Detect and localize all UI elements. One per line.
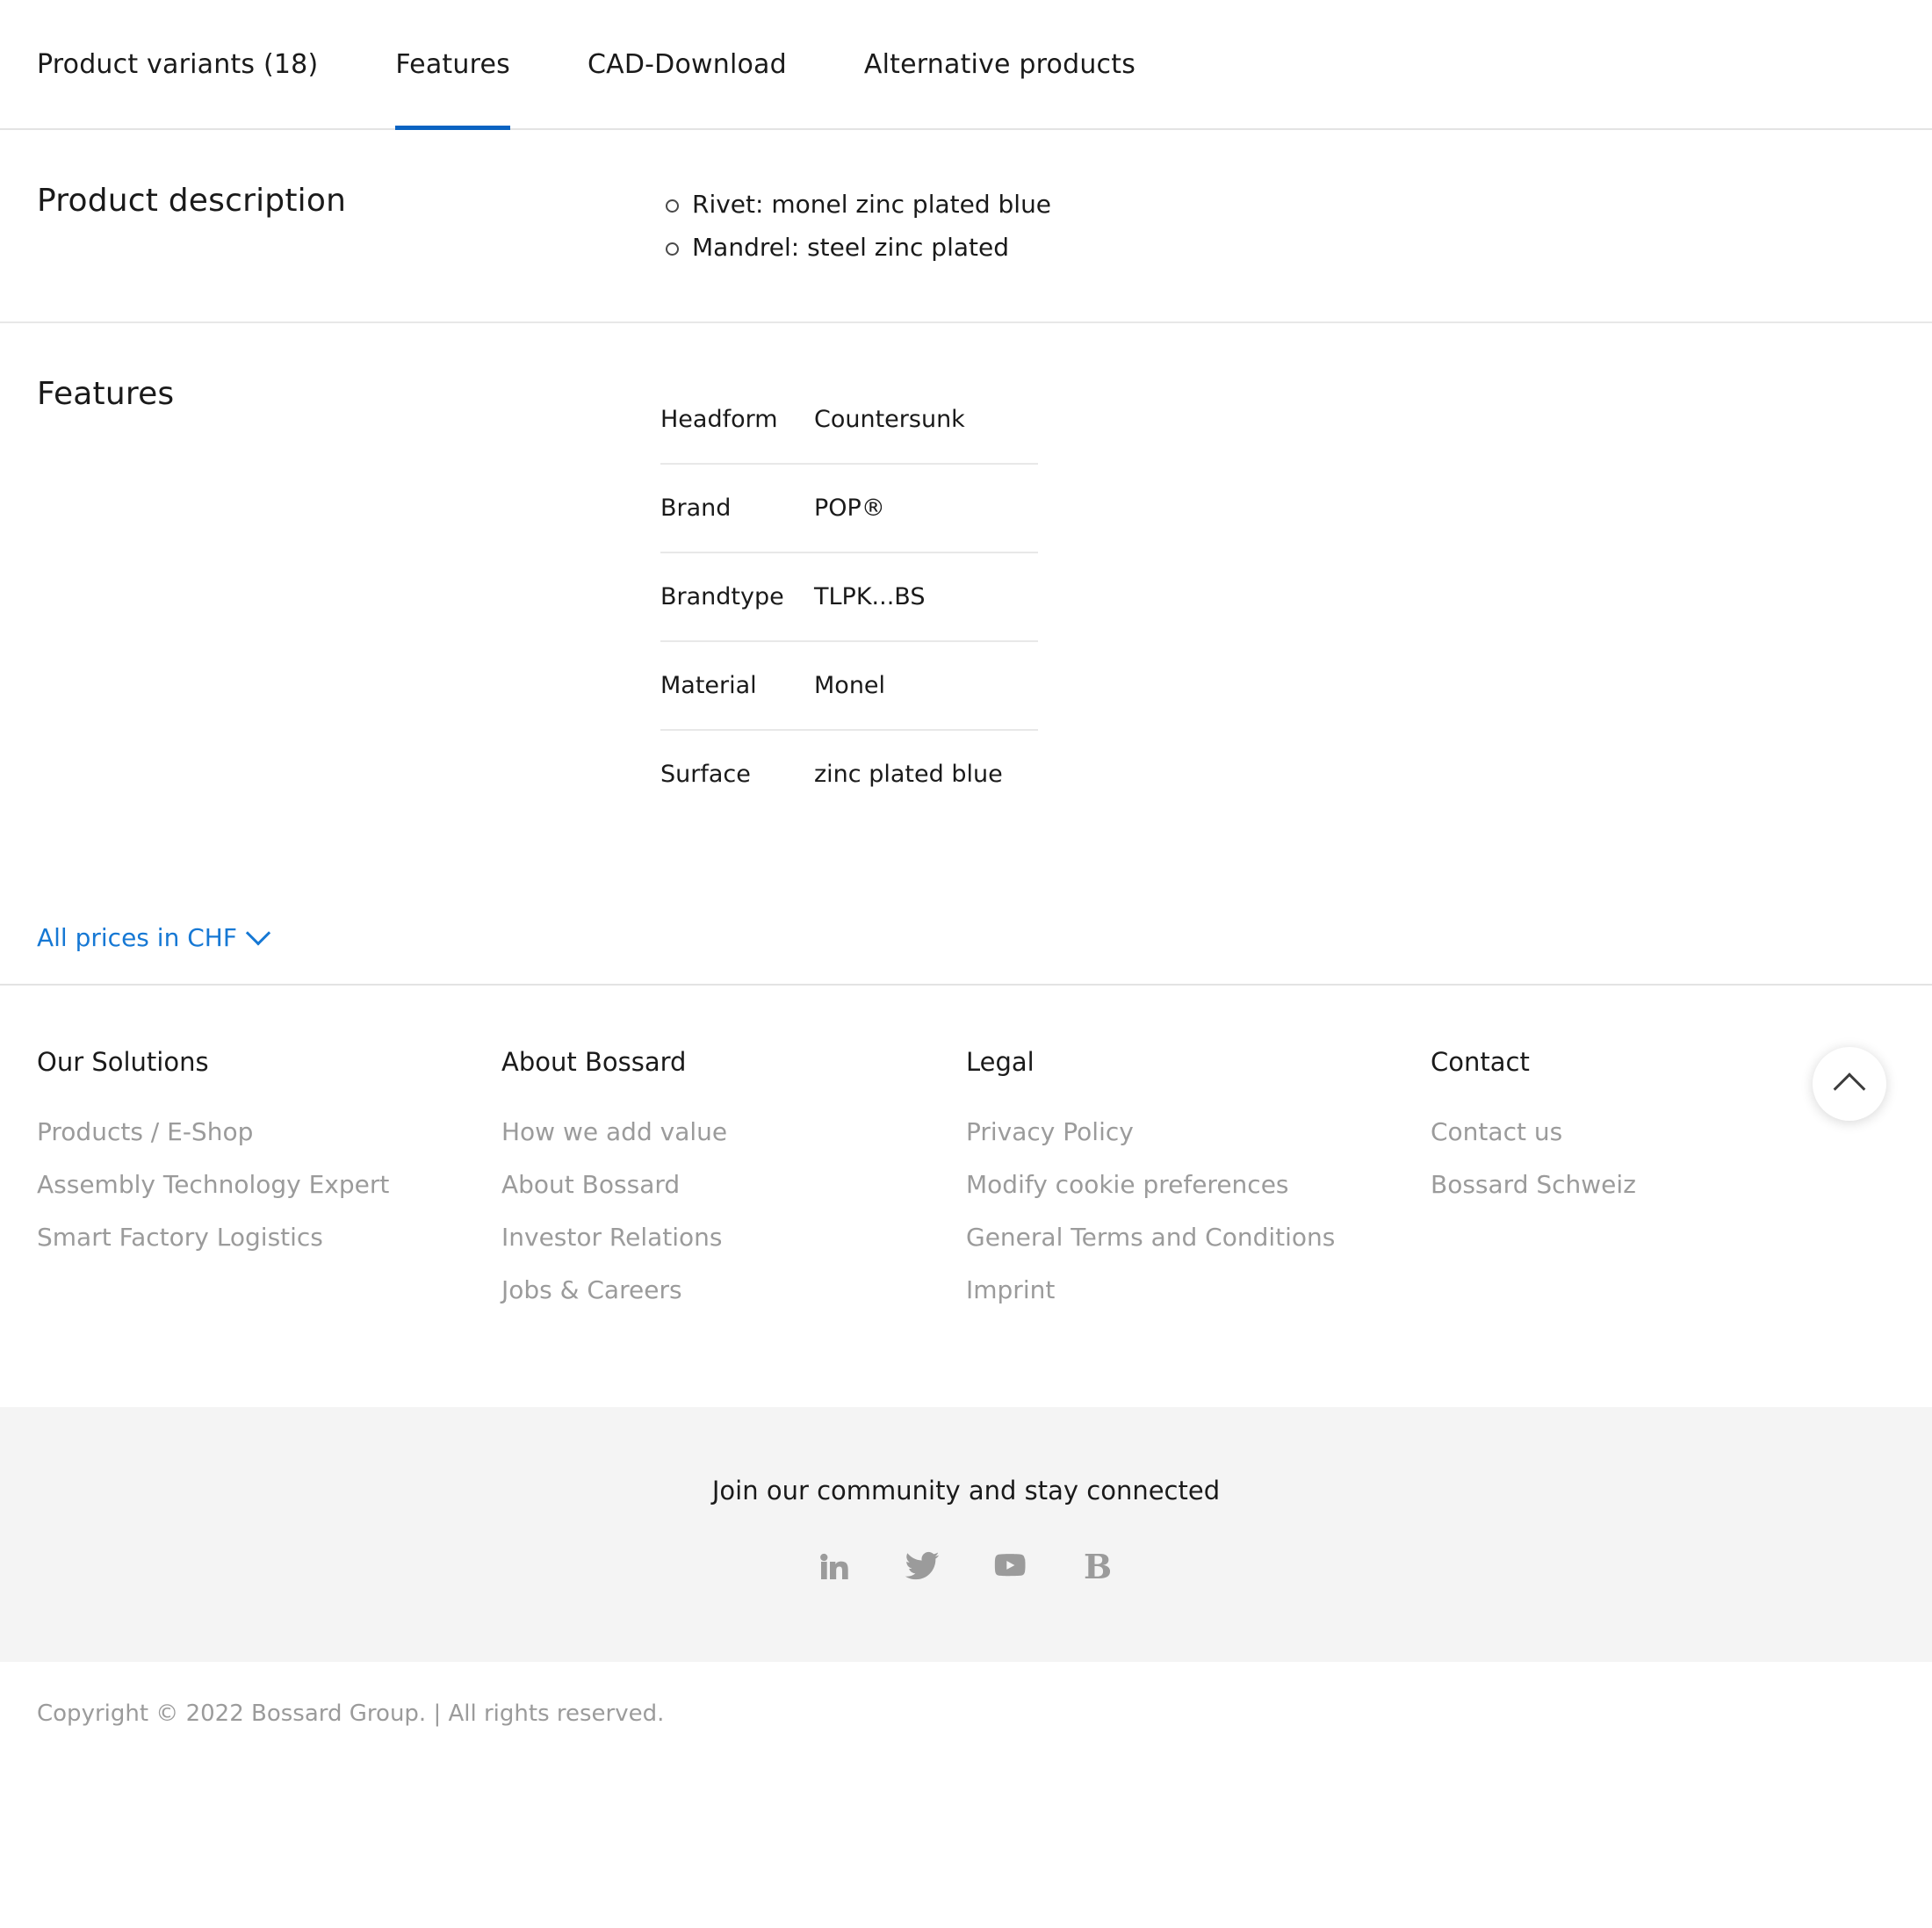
social-title: Join our community and stay connected xyxy=(711,1476,1221,1506)
chevron-down-icon xyxy=(246,921,270,945)
footer-column-heading: Contact xyxy=(1431,1047,1530,1077)
currency-bar xyxy=(0,923,1932,986)
table-row xyxy=(660,464,1038,552)
product-description-section xyxy=(0,130,1932,323)
features-title: Features xyxy=(37,376,175,412)
all-prices-currency-selector[interactable] xyxy=(37,923,267,952)
footer-link-products-eshop[interactable]: Products / E-Shop xyxy=(37,1117,254,1146)
footer-link-investor-relations[interactable]: Investor Relations xyxy=(501,1223,723,1252)
feature-value: Countersunk xyxy=(814,406,965,433)
tab-product-variants[interactable]: Product variants (18) xyxy=(37,49,319,80)
footer-column-our-solutions xyxy=(37,1047,501,1328)
feature-value: POP® xyxy=(814,495,885,522)
youtube-icon[interactable] xyxy=(990,1546,1030,1586)
footer-column-legal xyxy=(966,1047,1431,1328)
table-row xyxy=(660,641,1038,730)
linkedin-icon[interactable] xyxy=(814,1546,854,1586)
footer-link-general-terms-and-conditions[interactable]: General Terms and Conditions xyxy=(966,1223,1336,1252)
footer-column-heading: Legal xyxy=(966,1047,1034,1077)
scroll-to-top-button[interactable] xyxy=(1813,1047,1886,1121)
footer-links xyxy=(0,986,1932,1407)
footer-link-smart-factory-logistics[interactable]: Smart Factory Logistics xyxy=(37,1223,323,1252)
footer-link-jobs-careers[interactable]: Jobs & Careers xyxy=(501,1275,682,1304)
footer-column-about-bossard xyxy=(501,1047,966,1328)
features-table xyxy=(660,376,1038,818)
footer-link-bossard-schweiz[interactable]: Bossard Schweiz xyxy=(1431,1170,1636,1199)
bossard-blog-icon[interactable]: B xyxy=(1083,1546,1113,1586)
footer-link-privacy-policy[interactable]: Privacy Policy xyxy=(966,1117,1134,1146)
footer-column-heading: About Bossard xyxy=(501,1047,687,1077)
features-section xyxy=(0,323,1932,923)
tab-alternative-products[interactable]: Alternative products xyxy=(863,49,1136,80)
list-item: Mandrel: steel zinc plated xyxy=(660,226,1895,269)
footer-link-modify-cookie-preferences[interactable]: Modify cookie preferences xyxy=(966,1170,1289,1199)
product-description-body xyxy=(660,183,1895,269)
table-row xyxy=(660,376,1038,464)
chevron-up-icon xyxy=(1834,1072,1866,1105)
feature-key: Surface xyxy=(660,761,751,788)
social-icon-list xyxy=(0,1546,1932,1586)
feature-value: Monel xyxy=(814,672,886,699)
footer-column-heading: Our Solutions xyxy=(37,1047,209,1077)
currency-label: All prices in CHF xyxy=(37,923,237,952)
feature-key: Headform xyxy=(660,406,778,433)
product-description-list xyxy=(660,183,1895,269)
product-tabs xyxy=(0,0,1932,130)
product-description-title: Product description xyxy=(37,183,347,219)
social-band xyxy=(0,1407,1932,1662)
table-row xyxy=(660,730,1038,818)
list-item: Rivet: monel zinc plated blue xyxy=(660,183,1895,226)
tab-cad-download[interactable]: CAD-Download xyxy=(587,49,787,80)
twitter-icon[interactable] xyxy=(902,1546,942,1586)
feature-value: TLPK...BS xyxy=(814,583,926,610)
feature-key: Brand xyxy=(660,495,732,522)
feature-key: Material xyxy=(660,672,757,699)
footer-link-about-bossard[interactable]: About Bossard xyxy=(501,1170,681,1199)
copyright-text: Copyright © 2022 Bossard Group. | All rights reserved. xyxy=(0,1662,1932,1762)
feature-value: zinc plated blue xyxy=(814,761,1003,788)
footer-link-imprint[interactable]: Imprint xyxy=(966,1275,1056,1304)
footer-link-assembly-technology-expert[interactable]: Assembly Technology Expert xyxy=(37,1170,390,1199)
table-row xyxy=(660,552,1038,641)
feature-key: Brandtype xyxy=(660,583,784,610)
footer-link-how-we-add-value[interactable]: How we add value xyxy=(501,1117,728,1146)
tab-features[interactable]: Features xyxy=(395,0,510,130)
features-body xyxy=(660,376,1895,818)
footer-link-contact-us[interactable]: Contact us xyxy=(1431,1117,1563,1146)
